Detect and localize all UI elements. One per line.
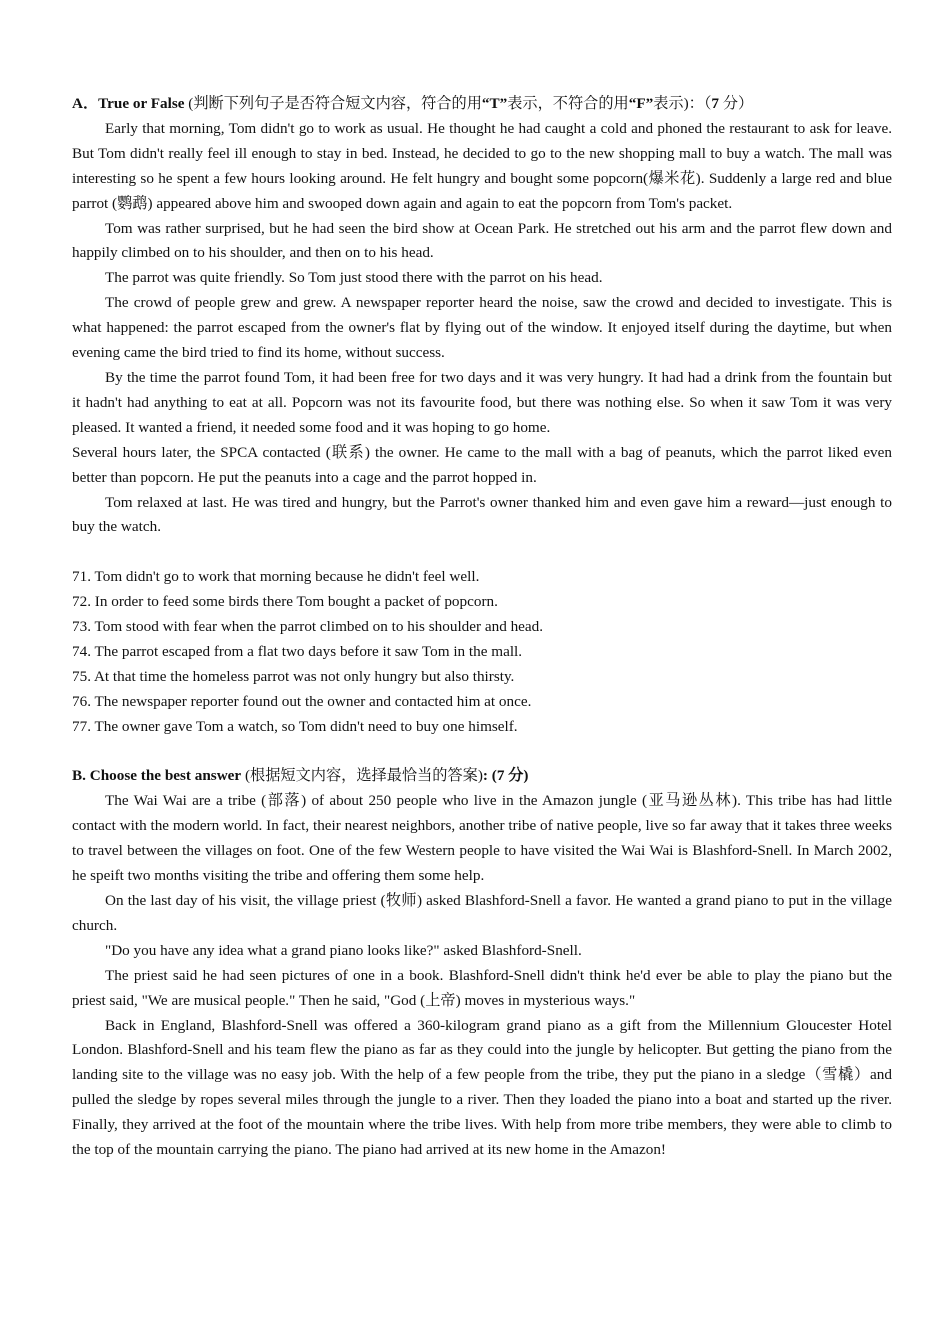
t-mark: “T”: [481, 95, 508, 112]
section-b-score: 7: [496, 767, 505, 785]
passage-a-paragraph: Several hours later, the SPCA contacted (联系) the owner. He came to the mall with a bag of peanuts, which the parrot liked even better than popcorn. He put the peanuts into a cage and the parrot hopped in.: [72, 443, 892, 486]
section-b-heading: [72, 764, 892, 789]
spacer: [72, 540, 892, 565]
document-page: [72, 92, 892, 1163]
passage-b-paragraph: The Wai Wai are a tribe (部落) of about 250 people who live in the Amazon jungle (亚马逊丛林). This tribe has had little contact with the modern world. In fact, their nearest neighbors, another tribe of native people, live so far away that it takes three weeks to travel between the villages on foot. One of the few Western people to have visited the Wai Wai is Blashford-Snell. In March 2002, he speift two months visiting the tribe and offering them some help.: [72, 792, 892, 885]
section-a-heading: [72, 92, 892, 117]
passage-b-paragraph: Back in England, Blashford-Snell was offered a 360-kilogram grand piano as a gift from the Millennium Gloucester Hotel London. Blashford-Snell and his team flew the piano as far as they could into the jungle by helicopter. But getting the piano from the landing site to the village was no easy job. With the help of a few people from the tribe, they put the piano in a sledge（雪橇）and pulled the sledge by ropes several miles through the jungle to a river. Then they loaded the piano into a boat and started up the river. Finally, they arrived at the foot of the mountain where the tribe lives. With help from more tribe members, they were able to climb to the top of the mountain carrying the piano. The piano had arrived at its new home in the Amazon!: [72, 1016, 892, 1159]
section-b-score-end: 分): [504, 767, 529, 785]
passage-b-paragraph: On the last day of his visit, the village priest (牧师) asked Blashford-Snell a favor. He wanted a grand piano to put in the village church.: [72, 891, 892, 934]
spacer: [72, 740, 892, 765]
passage-b-paragraph: "Do you have any idea what a grand piano looks like?" asked Blashford-Snell.: [105, 941, 582, 959]
passage-a-paragraph: Early that morning, Tom didn't go to work as usual. He thought he had caught a cold and phoned the restaurant to ask for leave. But Tom didn't really feel ill enough to stay in bed. Instead, he decided to go to the new shopping mall to buy a watch. The mall was interesting so he spent a few hours looking around. He felt hungry and bought some popcorn(爆米花). Suddenly a large red and blue parrot (鹦鹉) appeared above him and swooped down again and again to eat the popcorn from Tom's packet.: [72, 119, 892, 212]
f-mark: “F”: [628, 95, 654, 112]
section-a-instruction: (判断下列句子是否符合短文内容，符合的用: [184, 95, 482, 112]
passage-a-paragraph: Tom relaxed at last. He was tired and hungry, but the Parrot's owner thanked him and even gave him a reward—just enough to buy the watch.: [72, 493, 892, 536]
passage-a-paragraph: By the time the parrot found Tom, it had been free for two days and it was very hungry. It had had a drink from the fountain but it hadn't had anything to eat at all. Popcorn was not its favourite food, but there was nothing else. So when it saw Tom it was very pleased. It wanted a friend, it needed some food and it was hoping to go home.: [72, 368, 892, 436]
passage-b-paragraph: The priest said he had seen pictures of one in a book. Blashford-Snell didn't think he'd ever be able to play the piano but the priest said, "We are musical people." Then he said, "God (上帝) moves in mysterious ways.": [72, 966, 892, 1009]
question-item: 75. At that time the homeless parrot was not only hungry but also thirsty.: [72, 667, 515, 685]
section-a-label: A．True or False: [72, 95, 185, 112]
passage-a-paragraph: The parrot was quite friendly. So Tom just stood there with the parrot on his head.: [105, 269, 603, 287]
section-a-score-end: 分）: [719, 95, 754, 112]
question-item: 76. The newspaper reporter found out the owner and contacted him at once.: [72, 692, 532, 710]
question-item: 74. The parrot escaped from a flat two days before it saw Tom in the mall.: [72, 642, 523, 660]
section-a-instruction-end: 表示)：（: [653, 95, 712, 112]
question-item: 71. Tom didn't go to work that morning because he didn't feel well.: [72, 568, 480, 586]
passage-a-paragraph: The crowd of people grew and grew. A newspaper reporter heard the noise, saw the crowd and decided to investigate. This is what happened: the parrot escaped from the owner's flat by flying out of the window. It enjoyed itself during the daytime, but when evening came the bird tried to find its home, without success.: [72, 294, 892, 362]
question-item: 72. In order to feed some birds there Tom bought a packet of popcorn.: [72, 593, 498, 611]
section-b-score-prefix: : (: [482, 767, 497, 785]
section-a-instruction-mid: 表示，不符合的用: [507, 95, 629, 112]
question-item: 77. The owner gave Tom a watch, so Tom didn't need to buy one himself.: [72, 717, 518, 735]
section-a-score: 7: [711, 95, 720, 112]
question-item: 73. Tom stood with fear when the parrot climbed on to his shoulder and head.: [72, 618, 544, 636]
section-b-label: B. Choose the best answer: [72, 767, 242, 785]
section-b-instruction: (根据短文内容，选择最恰当的答案): [241, 767, 483, 785]
passage-a-paragraph: Tom was rather surprised, but he had seen the bird show at Ocean Park. He stretched out his arm and the parrot flew down and happily climbed on to his shoulder, and then on to his head.: [72, 219, 892, 262]
